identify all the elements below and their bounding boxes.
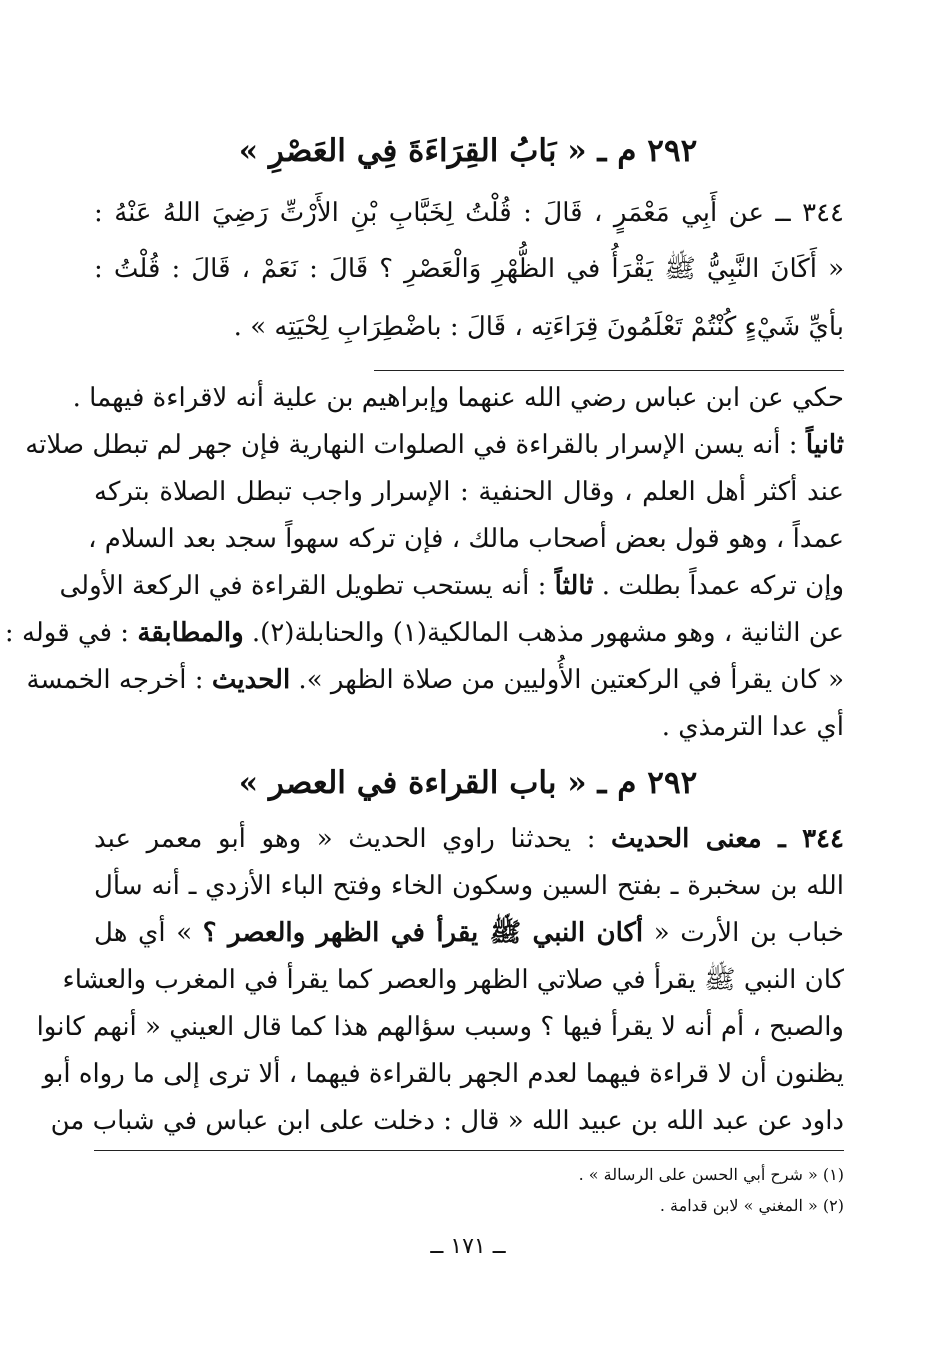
commentary-line-5-text: : أنه يستحب تطويل القراءة في الركعة الأولى — [59, 571, 555, 601]
commentary-line-4-text: عمداً ، وهو قول بعض أصحاب مالك ، فإن تركه سهواً سجد بعد السلام ، — [88, 524, 844, 554]
commentary-line-3-text: عند أكثر أهل العلم ، وقال الحنفية : الإسرار واجب تبطل الصلاة بتركه — [94, 477, 844, 507]
explanation-line-7-text: داود عن عبد الله بن عبيد الله « قال : دخلت على ابن عباس في شباب من — [50, 1106, 844, 1136]
commentary-line-7-text: : أخرجه الخمسة — [26, 665, 212, 695]
commentary-line-2 — [25, 430, 844, 460]
commentary-line-6 — [4, 618, 844, 648]
chapter-heading: ٢٩٢ م ـ « بَابُ القِرَاءَةَ فِي العَصْرِ » — [238, 133, 698, 169]
explanation-line-6 — [42, 1059, 844, 1089]
explanation-line-6-text: يظنون أن لا قراءة فيهما لعدم الجهر بالقراءة فيهما ، ألا ترى إلى ما رواه أبو — [42, 1059, 844, 1089]
commentary-line-5-text: وإن تركه عمداً بطلت . — [593, 571, 844, 601]
explanation-line-2-text: الله بن سخبرة ـ بفتح السين وسكون الخاء وفتح الباء الأزدي ـ أنه سأل — [94, 871, 844, 901]
commentary-line-4 — [88, 524, 844, 554]
commentary-line-5-bold: ثالثاً — [554, 571, 594, 601]
commentary-line-6-text: عن الثانية ، وهو مشهور مذهب المالكية(١) والحنابلة(٢). — [243, 618, 844, 648]
commentary-line-8 — [94, 714, 844, 740]
explanation-line-4-text: كان النبي ﷺ يقرأ في صلاتي الظهر والعصر كما يقرأ في المغرب والعشاء — [62, 965, 844, 995]
explanation-line-1 — [94, 826, 844, 852]
commentary-line-1 — [72, 383, 844, 413]
explanation-line-3 — [94, 920, 844, 946]
explanation-line-5-text: والصبح ، أم أنه لا يقرأ فيها ؟ وسبب سؤالهم هذا كما قال العيني « أنهم كانوا — [36, 1012, 844, 1042]
explanation-line-1-bold: ٣٤٤ ـ معنى الحديث — [611, 824, 844, 854]
footnote-rule — [94, 1150, 844, 1151]
page-number: ــ ١٧١ ــ — [430, 1234, 506, 1259]
commentary-line-6-text: : في قوله : — [4, 618, 138, 648]
commentary-line-1-text: حكي عن ابن عباس رضي الله عنهما وإبراهيم بن علية أنه لاقراءة فيهما . — [72, 383, 844, 413]
commentary-line-3 — [94, 479, 844, 505]
commentary-line-7-text: « كان يقرأ في الركعتين الأُوليين من صلاة الظهر ». — [290, 665, 844, 695]
hadith-line-2: « أَكَانَ النَّبِيُّ ﷺ يَقْرَأُ في الظُّهْرِ وَالْعَصْرِ ؟ قَالَ : نَعَمْ ، قَالَ : قُلْتُ : — [94, 254, 844, 284]
commentary-line-7-bold: الحديث — [211, 665, 291, 695]
explanation-line-1-text: : يحدثنا راوي الحديث « وهو أبو معمر عبد — [94, 824, 612, 854]
commentary-line-8-text: أي عدا الترمذي . — [661, 712, 844, 742]
hadith-line-1: ٣٤٤ ــ عن أَبِي مَعْمَرٍ ، قَالَ : قُلْتُ لِخَبَّابِ بْنِ الأَرْتِّ رَضِيَ اللهُ عَنْهُ : — [94, 198, 845, 228]
chapter-heading-explanation: ٢٩٢ م ـ « باب القراءة في العصر » — [238, 765, 698, 801]
commentary-line-6-bold: والمطابقة — [137, 618, 244, 648]
hadith-line-3: بأيِّ شَيْءٍ كُنْتُمْ تَعْلَمُونَ قِرَاءَتِه ، قَالَ : باضْطِرَابِ لِحْيَتِه » . — [233, 312, 844, 342]
explanation-line-3-bold: أكان النبي ﷺ يقرأ في الظهر والعصر ؟ — [202, 918, 644, 948]
explanation-line-2 — [94, 873, 844, 899]
explanation-line-7 — [50, 1106, 844, 1136]
commentary-line-2-bold: ثانياً — [805, 430, 844, 460]
commentary-line-7 — [26, 665, 844, 695]
explanation-line-4 — [62, 965, 844, 995]
commentary-line-5 — [59, 571, 844, 601]
explanation-line-5 — [36, 1012, 844, 1042]
footnote-2: (٢) « المغني » لابن قدامة . — [659, 1196, 844, 1215]
explanation-line-3-text: » أي هل — [94, 918, 203, 948]
separator-rule — [374, 370, 844, 371]
explanation-line-3-text: خباب بن الأرت « — [643, 918, 844, 948]
commentary-line-2-text: : أنه يسن الإسرار بالقراءة في الصلوات النهارية فإن جهر لم تبطل صلاته — [25, 430, 806, 460]
footnote-1: (١) « شرح أبي الحسن على الرسالة » . — [578, 1165, 844, 1184]
